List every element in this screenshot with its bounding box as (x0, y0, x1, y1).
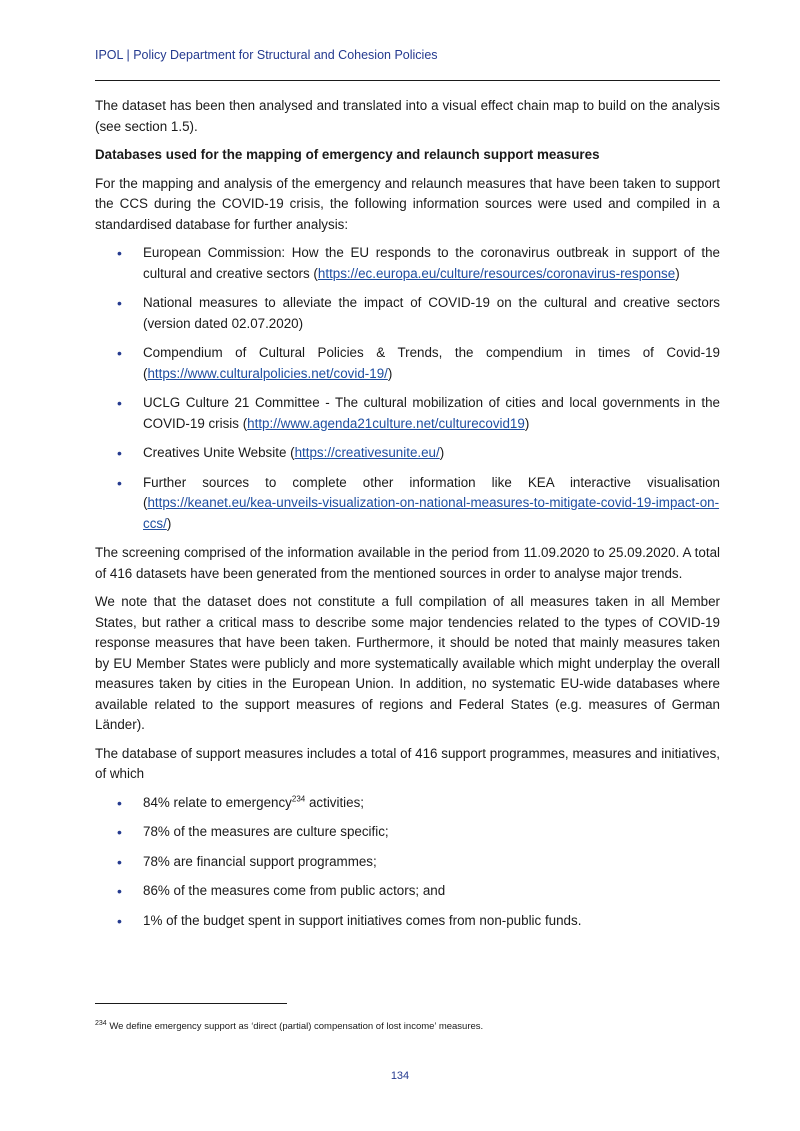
list-item: • Creatives Unite Website (https://creativesunite.eu/) (95, 443, 720, 464)
bullet-icon: • (117, 912, 122, 929)
running-header: IPOL | Policy Department for Structural and Cohesion Policies (95, 48, 438, 62)
footnote (95, 1021, 483, 1032)
bullet-icon: • (117, 445, 122, 461)
section-heading: Databases used for the mapping of emergency and relaunch support measures (95, 147, 600, 162)
bullet-icon: • (117, 883, 122, 899)
list-item: • 1% of the budget spent in support initiatives comes from non-public funds. (95, 911, 720, 932)
paragraph-note: We note that the dataset does not constitute a full compilation of all measures taken in all Member States, but rather a critical mass to describe some major tendencies related to the types of COVID-19 response measures that have been taken. Furthermore, it should be noted that mainly measures taken by EU Member States were publicly and more systematically available which might underplay the overall measures taken by cities in the European Union. In addition, no systematic EU-wide databases where available related to the support measures of regions and Federal States (e.g. measures of German Länder). (95, 594, 720, 732)
list-item: • 84% relate to emergency$^{234}$ activities; (95, 793, 720, 814)
list-item: • 78% are financial support programmes; (95, 852, 720, 873)
bullet-icon: • (117, 345, 122, 361)
source-link-ec[interactable]: https://ec.europa.eu/culture/resources/coronavirus-response (317, 265, 676, 281)
list-item: • European Commission: How the EU responds to the coronavirus outbreak in support of the cultural and creative sectors (https://ec.europa.eu/culture/resources/coronavirus-response) (117, 245, 720, 281)
paragraph-screening: The screening comprised of the information available in the period from 11.09.2020 to 25.09.2020. A total of 416 datasets have been generated from the mentioned sources in order to analyse major trends. (95, 545, 720, 581)
footnote-number: 234 (95, 1019, 107, 1027)
source-link-kea[interactable]: https://keanet.eu/kea-unveils-visualization-on-national-measures-to-mitigate-covid-19-impact-on-ccs/ (143, 495, 720, 531)
paragraph-intro: The dataset has been then analysed and translated into a visual effect chain map to build on the analysis (see section 1.5). (95, 98, 720, 134)
header-divider (95, 80, 720, 81)
bullet-icon: • (117, 474, 122, 491)
source-link-compendium[interactable]: https://www.culturalpolicies.net/covid-19/ (147, 365, 388, 381)
bullet-icon: • (117, 824, 122, 840)
bullet-icon: • (117, 395, 122, 411)
stats-list (95, 793, 720, 932)
footnote-ref[interactable]: 234 (291, 794, 306, 804)
bullet-icon: • (117, 853, 122, 870)
sources-list (95, 243, 720, 534)
list-item: • 78% of the measures are culture specific; (95, 822, 720, 843)
list-item: • National measures to alleviate the impact of COVID-19 on the cultural and creative sectors (version dated 02.07.2020) (117, 295, 720, 331)
list-item: • UCLG Culture 21 Committee - The cultural mobilization of cities and local governments in the COVID-19 crisis (http://www.agenda21culture.net/culturecovid19) (117, 395, 720, 431)
paragraph-sources-intro: For the mapping and analysis of the emergency and relaunch measures that have been taken to support the CCS during the COVID-19 crisis, the following information sources were used and compiled in a standardised database for further analysis: (95, 175, 720, 232)
bullet-icon: • (117, 245, 122, 261)
footnote-text: We define emergency support as ‘direct (partial) compensation of lost income’ measures. (106, 1021, 484, 1032)
list-item: • Further sources to complete other information like KEA interactive visualisation (https://keanet.eu/kea-unveils-visualization-on-national-measures-to-mitigate-covid-19-impact-on-ccs/) (117, 474, 720, 531)
main-body (95, 96, 720, 940)
footnote-divider (95, 1003, 287, 1004)
bullet-icon: • (117, 794, 122, 811)
source-link-creatives-unite[interactable]: https://creativesunite.eu/ (294, 445, 440, 460)
page-number: 134 (390, 1070, 410, 1082)
list-item: • Compendium of Cultural Policies & Trends, the compendium in times of Covid-19 (https://www.culturalpolicies.net/covid-19/) (117, 345, 720, 381)
bullet-icon: • (117, 295, 122, 311)
list-item: • 86% of the measures come from public actors; and (95, 881, 720, 902)
source-link-uclg[interactable]: http://www.agenda21culture.net/culturecovid19 (247, 415, 525, 431)
paragraph-database: The database of support measures includes a total of 416 support programmes, measures and initiatives, of which (95, 745, 720, 781)
